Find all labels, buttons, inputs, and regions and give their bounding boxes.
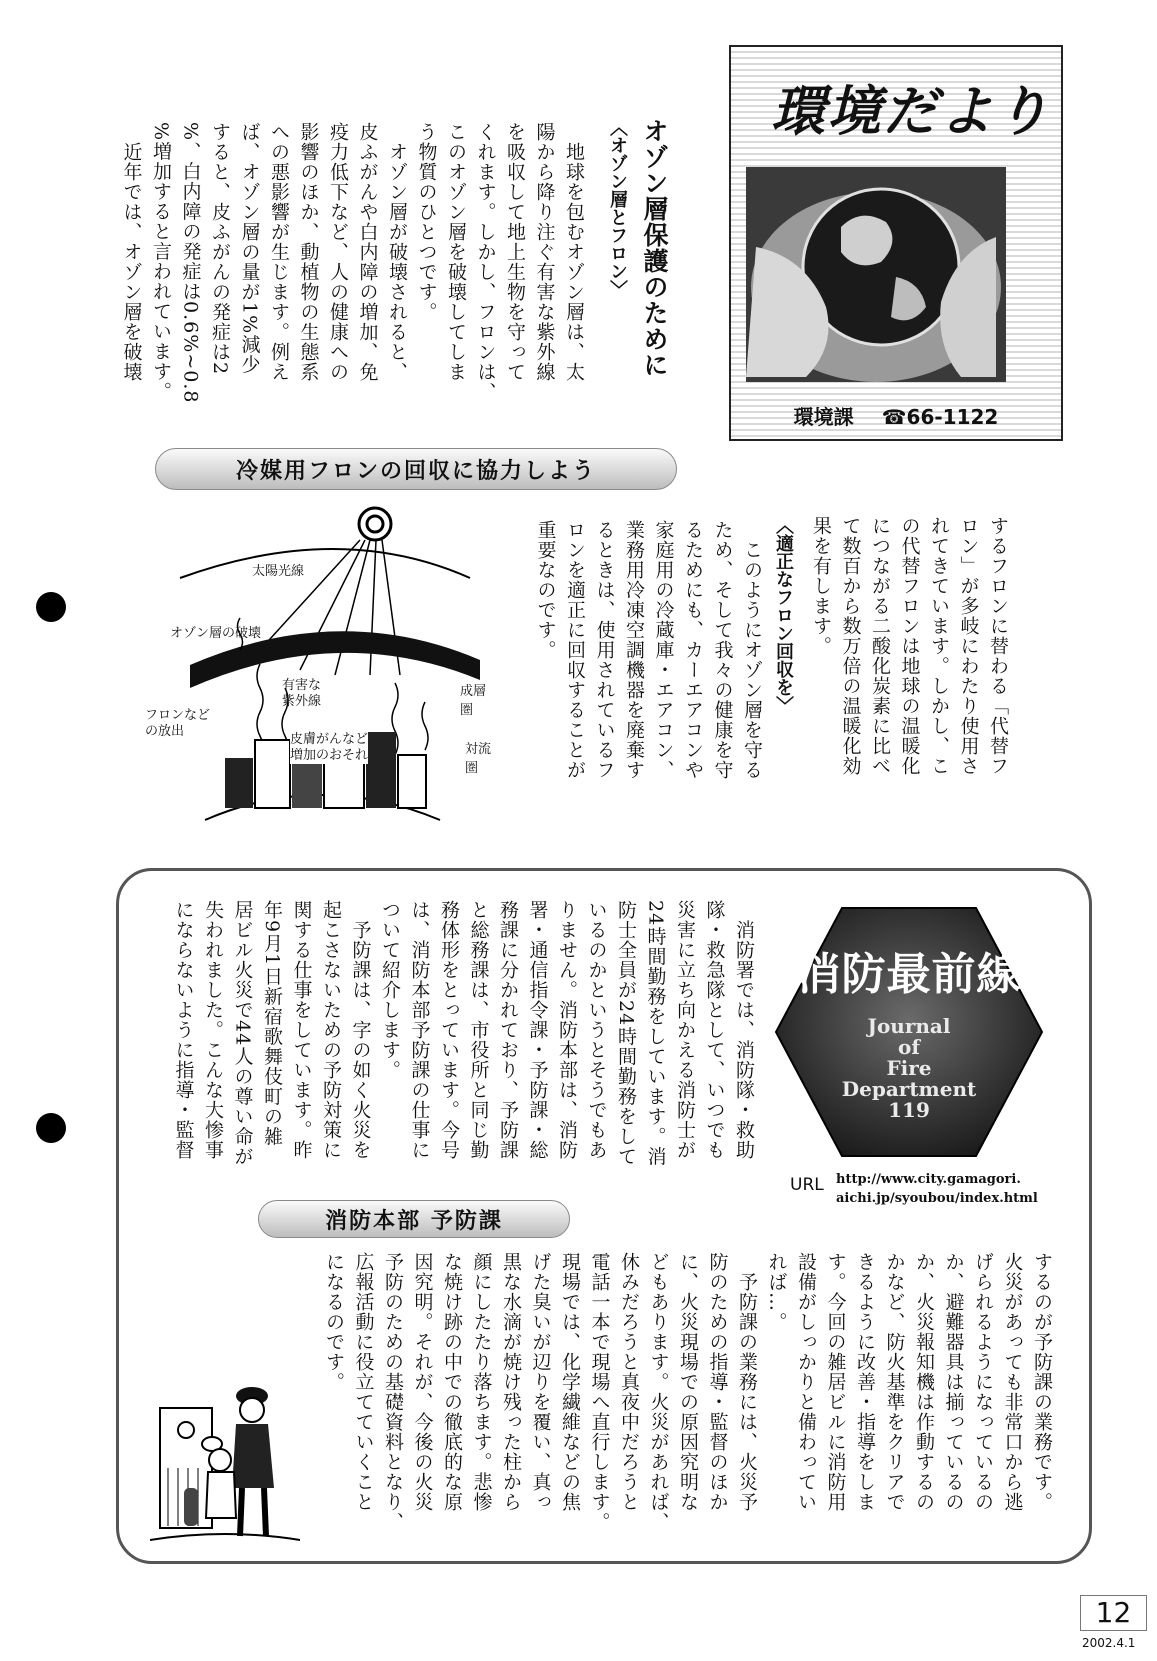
fire-body-2: するのが予防課の業務です。 火災があっても非常口から逃 げられるようになっているの か、避難器具は揃っているの か、火災報知機は作動するの かなど、防火基準をクリアで きるように改善・指導をしま す。今回の雑居ビルに消防用 設備がしっかりと備わってい れば…。 予防課の業務には、火災予 防のための指導・監督のほか に、火災現場での原因究明な どもあります。火災があれば、 休みだろうと真夜中だろうと 電話一本で現場へ直行します。 現場では、化学繊維などの焦 げた臭いが辺りを覆い、真っ 黒な水滴が焼け残った柱から 顔にしたたり落ちます。悲惨 な焼け跡の中での徹底的な原 因究明。それが、今後の火災 予防のための基礎資料となり、 広報活動に役立てていくこと になるのです。 <box>323 1252 1053 1532</box>
environment-subheading-collection: 〈適正なフロン回収を〉 <box>773 516 794 714</box>
label-harmful-uv: 有害な 紫外線 <box>282 678 322 709</box>
environment-dept: 環境課 <box>793 405 854 429</box>
label-sunlight: 太陽光線 <box>252 564 305 579</box>
environment-body-2: するフロンに替わる「代替フ ロン」が多岐にわたり使用さ れてきています。しかし、こ の代替フロンは地球の温暖化 につながる二酸化炭素に比べ て数百から数万倍の温暖化効 果を有します。 <box>810 516 1009 776</box>
environment-banner: 冷媒用フロンの回収に協力しよう <box>155 448 677 490</box>
ozone-diagram-graphic <box>150 500 495 830</box>
environment-contact <box>731 401 1061 430</box>
label-freon-release: フロンなど の放出 <box>145 708 211 739</box>
environment-body-3: このようにオゾン層を守る ため、そして我々の健康を守 るためにも、カーエアコンや 家庭用の冷蔵庫・エアコン、 業務用冷凍空調機器を廃棄す るときは、使用されているフ ロンを適正に回収することが 重要なのです。 <box>534 520 763 780</box>
fire-url[interactable]: http://www.city.gamagori. aichi.jp/syoubou/index.html <box>836 1172 1038 1206</box>
fire-url-label: URL <box>790 1175 824 1195</box>
fire-body-1: 消防署では、消防隊・救助 隊・救急隊として、いつでも 災害に立ち向かえる消防士が 24時間勤務をしています。消 防士全員が24時間勤務をして いるのかというとそうでもあ りません。消防本部は、消防 署・通信指令課・予防課・総 務課に分かれており、予防課 と総務課は、市役所と同じ勤 務体形をとっています。今号 は、消防本部予防課の仕事に ついて紹介します。 予防課は、字の如く火災を 起こさないための予防対策に 関する仕事をしています。昨 年9月1日新宿歌舞伎町の雑 居ビル火災で44人の尊い命が 失われました。こんな大惨事 にならないように指導・監督 <box>172 900 755 1167</box>
ozone-diagram <box>145 500 495 830</box>
environment-column-title: 環境だより <box>771 79 1051 143</box>
label-stratosphere: 成層圏 <box>460 684 487 718</box>
earth-in-hands-photo <box>746 167 1006 382</box>
environment-article-title: オゾン層保護のために <box>640 118 669 378</box>
firefighter-inspection-illustration <box>150 1368 300 1546</box>
environment-phone: ☎66-1122 <box>881 405 999 429</box>
binder-hole-bottom <box>36 1113 66 1143</box>
label-ozone-damage: オゾン層の破壊 <box>170 626 262 641</box>
environment-header-box <box>729 45 1063 441</box>
label-cancer-increase: 皮膚がんなど 増加のおそれ <box>290 732 369 763</box>
fire-column-emblem <box>774 906 1044 1158</box>
environment-subheading-ozone: 〈オゾン層とフロン〉 <box>607 118 628 298</box>
fire-column-title: 消防最前線 <box>796 949 1022 1000</box>
fire-section-heading: 消防本部 予防課 <box>258 1200 570 1238</box>
environment-body-1: 地球を包むオゾン層は、太 陽から降り注ぐ有害な紫外線 を吸収して地上生物を守って くれます。しかし、フロンは、 このオゾン層を破壊してしま う物質のひとつです。 オゾン層が破壊されると、 皮ふがんや白内障の増加、免 疫力低下など、人の健康への 影響のほか、動植物の生態系 への悪影響が生じます。例え ば、オゾン層の量が1%減少 すると、皮ふがんの発症は2 %、白内障の発症は0.6%~0.8 %増加すると言われています。 近年では、オゾン層を破壊 <box>120 122 585 404</box>
binder-hole-top <box>36 592 66 622</box>
page-number: 12 <box>1080 1595 1147 1631</box>
issue-date: 2002.4.1 <box>1082 1636 1136 1650</box>
label-troposphere: 対流圏 <box>465 742 492 776</box>
fire-journal-title: Journal of Fire Department 119 <box>841 1014 977 1122</box>
